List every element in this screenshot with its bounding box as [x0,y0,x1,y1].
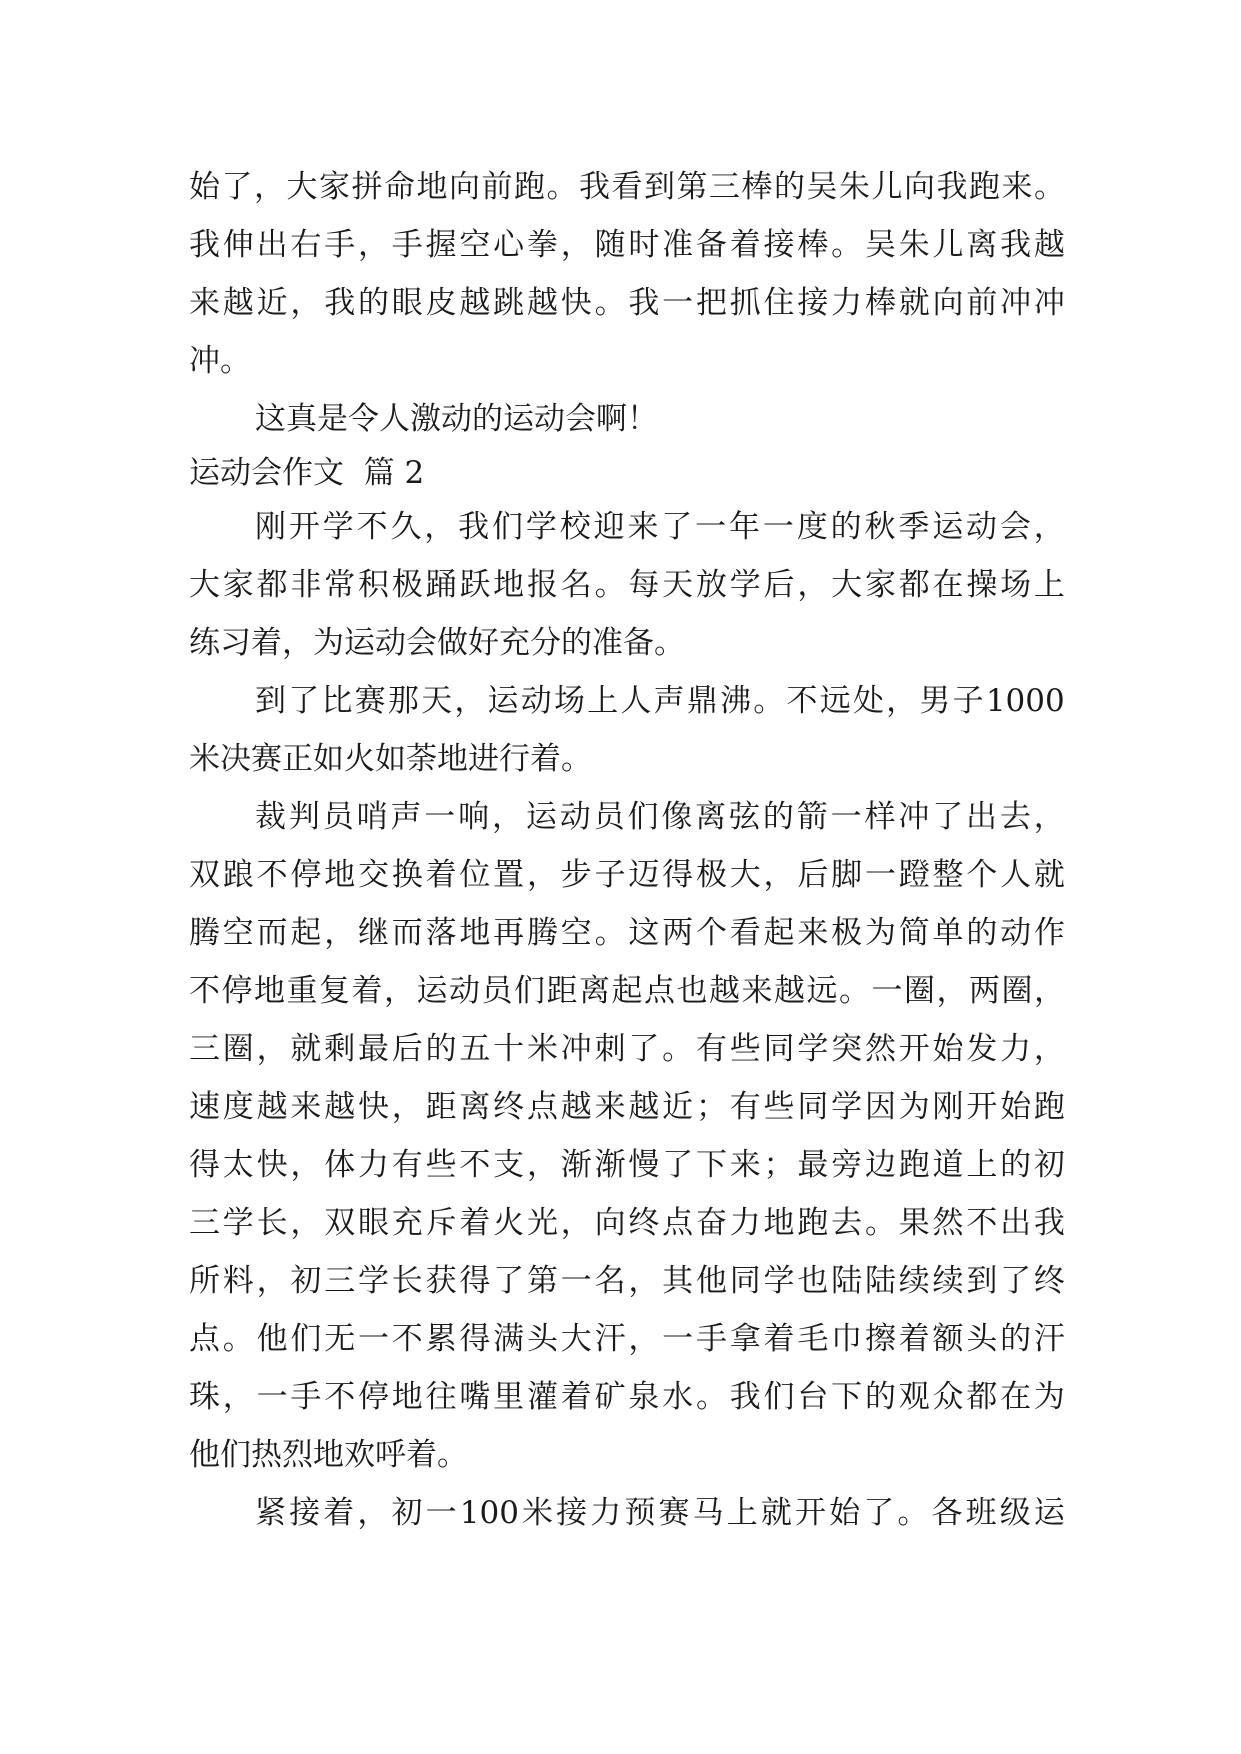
document-body [189,158,1065,1542]
text-line: 得 太 快 ， 体 力 有 些 不 支 ， 渐 渐 慢 了 下 来 ； 最 旁 边 跑 道 上 的 初 [189,1147,1065,1183]
text-line: 双 踉 不 停 地 交 换 着 位 置 ， 步 子 迈 得 极 大 ， 后 脚 一 蹬 整 个 人 就 [189,857,1065,893]
text-line: 不 停 地 重 复 着 ， 运 动 员 们 距 离 起 点 也 越 来 越 远 。 一 圈 ， 两 圈 ， [189,973,1065,1009]
text-line: 裁 判 员 哨 声 一 响 ， 运 动 员 们 像 离 弦 的 箭 一 样 冲 了 出 去 ， [255,799,1065,835]
text-line: 冲。 [189,343,251,379]
text-line: 练习着，为运动会做好充分的准备。 [189,625,685,661]
text-line: 米决赛正如火如荼地进行着。 [189,741,592,777]
text-line: 我 伸 出 右 手 ， 手 握 空 心 拳 ， 随 时 准 备 着 接 棒 。 吴 朱 儿 离 我 越 [189,227,1065,263]
text-line: 三 学 长 ， 双 眼 充 斥 着 火 光 ， 向 终 点 奋 力 地 跑 去 。 果 然 不 出 我 [189,1205,1065,1241]
text-line: 紧 接 着 ， 初 一 100 米 接 力 预 赛 马 上 就 开 始 了 。 各 班 级 运 [255,1495,1065,1531]
text-line: 点 。 他 们 无 一 不 累 得 满 头 大 汗 ， 一 手 拿 着 毛 巾 擦 着 额 头 的 汗 [189,1321,1065,1357]
text-line: 来 越 近 ， 我 的 眼 皮 越 跳 越 快 。 我 一 把 抓 住 接 力 棒 就 向 前 冲 冲 [189,285,1065,321]
text-line: 腾 空 而 起 ， 继 而 落 地 再 腾 空 。 这 两 个 看 起 来 极 为 简 单 的 动 作 [189,915,1065,951]
text-line: 到 了 比 赛 那 天 ， 运 动 场 上 人 声 鼎 沸 。 不 远 处 ， 男 子 1000 [255,683,1065,719]
text-line: 始 了 ， 大 家 拼 命 地 向 前 跑 。 我 看 到 第 三 棒 的 吴 朱 儿 向 我 跑 来 。 [189,169,1065,205]
text-line: 所 料 ， 初 三 学 长 获 得 了 第 一 名 ， 其 他 同 学 也 陆 陆 续 续 到 了 终 [189,1263,1065,1299]
text-line: 珠 ， 一 手 不 停 地 往 嘴 里 灌 着 矿 泉 水 。 我 们 台 下 的 观 众 都 在 为 [189,1379,1065,1415]
text-line: 刚 开 学 不 久 ， 我 们 学 校 迎 来 了 一 年 一 度 的 秋 季 运 动 会 ， [255,509,1065,545]
text-line: 速 度 越 来 越 快 ， 距 离 终 点 越 来 越 近 ； 有 些 同 学 因 为 刚 开 始 跑 [189,1089,1065,1125]
text-line: 他们热烈地欢呼着。 [189,1437,468,1473]
section-heading: 运动会作文 篇 2 [189,455,425,491]
text-line: 三 圈 ， 就 剩 最 后 的 五 十 米 冲 刺 了 。 有 些 同 学 突 然 开 始 发 力 ， [189,1031,1065,1067]
text-line: 这真是令人激动的运动会啊！ [255,401,658,437]
text-line: 大 家 都 非 常 积 极 踊 跃 地 报 名 。 每 天 放 学 后 ， 大 家 都 在 操 场 上 [189,567,1065,603]
